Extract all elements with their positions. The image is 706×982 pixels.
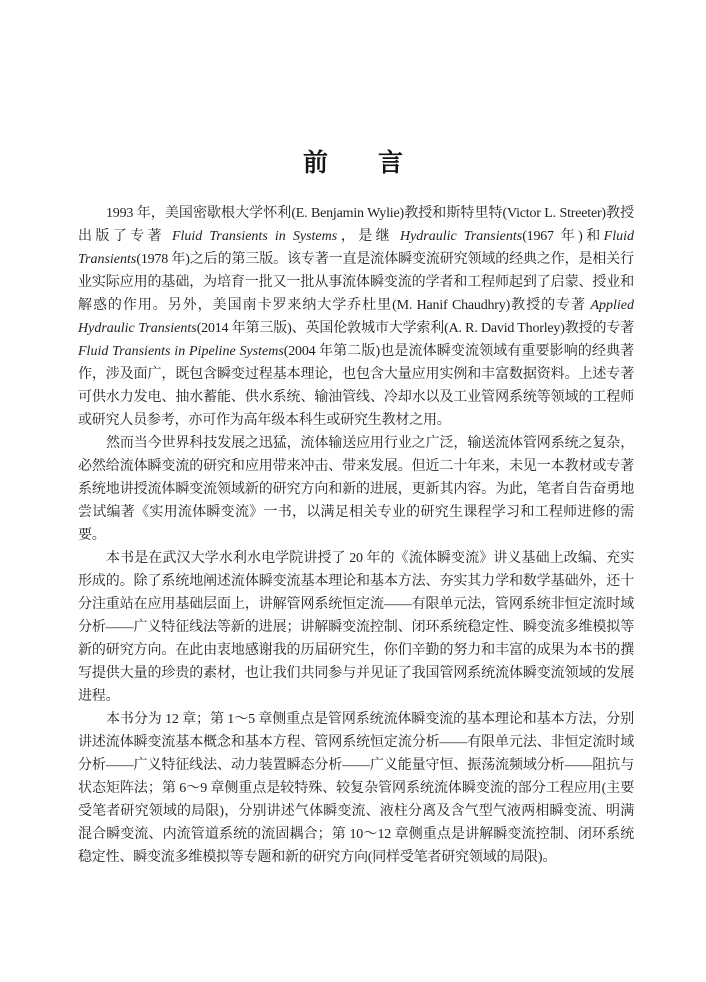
preface-title: 前 言 bbox=[302, 149, 403, 177]
text-run: ，是继 bbox=[337, 228, 400, 244]
book-title: Hydraulic Transients bbox=[399, 228, 523, 244]
text-run: (2014 年第三版)、英国伦敦城市大学索利(A. R. David Thorley)教授的专著 bbox=[196, 320, 634, 336]
text-run: 本书分为 12 章；第 1～5 章侧重点是管网系统流体瞬变流的基本理论和基本方法，分别讲述流体瞬变流基本概念和基本方程、管网系统恒定流分析——有限单元法、非恒定流时域分析——广义特征线法、动力装置瞬态分析——广义能量守恒、振荡流频域分析——阻抗与状态矩阵法；第 6～9 章侧重点是较特殊、较复杂管网系统流体瞬变流的部分工程应用(主要受笔者研究领域的局限)，分别讲述气体瞬变流、液柱分离及含气型气液两相瞬变流、明满混合瞬变流、内流管道系统的流固耦合；第 10～12 章侧重点是讲解瞬变流控制、闭环系统稳定性、瞬变流多维模拟等专题和新的研究方向(同样受笔者研究领域的局限)。 bbox=[78, 711, 634, 865]
text-run: (1967 年)和 bbox=[522, 228, 604, 244]
paragraph bbox=[78, 432, 634, 547]
book-title: Fluid Transients bbox=[78, 228, 634, 267]
preface-body bbox=[78, 202, 634, 869]
book-title: Fluid Transients in Systems bbox=[171, 228, 338, 244]
text-run: 然而当今世界科技发展之迅猛，流体输送应用行业之广泛，输送流体管网系统之复杂，必然给流体瞬变流的研究和应用带来冲击、带来发展。但近二十年来，未见一本教材或专著系统地讲授流体瞬变流领域新的研究方向和新的进展，更新其内容。为此，笔者自告奋勇地尝试编著《实用流体瞬变流》一书，以满足相关专业的研究生课程学习和工程师进修的需要。 bbox=[78, 435, 634, 543]
book-title: Fluid Transients in Pipeline Systems bbox=[78, 343, 284, 359]
text-run: (1978 年)之后的第三版。该专著一直是流体瞬变流研究领域的经典之作，是相关行业实际应用的基础，为培育一批又一批从事流体瞬变流的学者和工程师起到了启蒙、授业和解惑的作用。另外，美国南卡罗来纳大学乔杜里(M. Hanif Chaudhry)教授的专著 bbox=[78, 251, 634, 313]
text-run: 本书是在武汉大学水利水电学院讲授了 20 年的《流体瞬变流》讲义基础上改编、充实形成的。除了系统地阐述流体瞬变流基本理论和基本方法、夯实其力学和数学基础外，还十分注重站在应用基础层面上，讲解管网系统恒定流——有限单元法，管网系统非恒定流时域分析——广义特征线法等新的进展；讲解瞬变流控制、闭环系统稳定性、瞬变流多维模拟等新的研究方向。在此由衷地感谢我的历届研究生，你们辛勤的努力和丰富的成果为本书的撰写提供大量的珍贵的素材，也让我们共同参与并见证了我国管网系统流体瞬变流领域的发展进程。 bbox=[78, 550, 634, 704]
text-run: 1993 年，美国密歇根大学怀利(E. Benjamin Wylie)教授和斯特里特(Victor L. Streeter)教授出版了专著 bbox=[78, 205, 634, 244]
text-run: (2004 年第二版)也是流体瞬变流领域有重要影响的经典著作，涉及面广，既包含瞬变过程基本理论，也包含大量应用实例和丰富数据资料。上述专著可供水力发电、抽水蓄能、供水系统、输油管线、冷却水以及工业管网系统等领域的工程师或研究人员参考，亦可作为高年级本科生或研究生教材之用。 bbox=[78, 343, 634, 428]
book-title: Applied Hydraulic Transients bbox=[78, 297, 634, 336]
paragraph bbox=[78, 708, 634, 869]
paragraph bbox=[78, 547, 634, 708]
paragraph bbox=[78, 202, 634, 432]
